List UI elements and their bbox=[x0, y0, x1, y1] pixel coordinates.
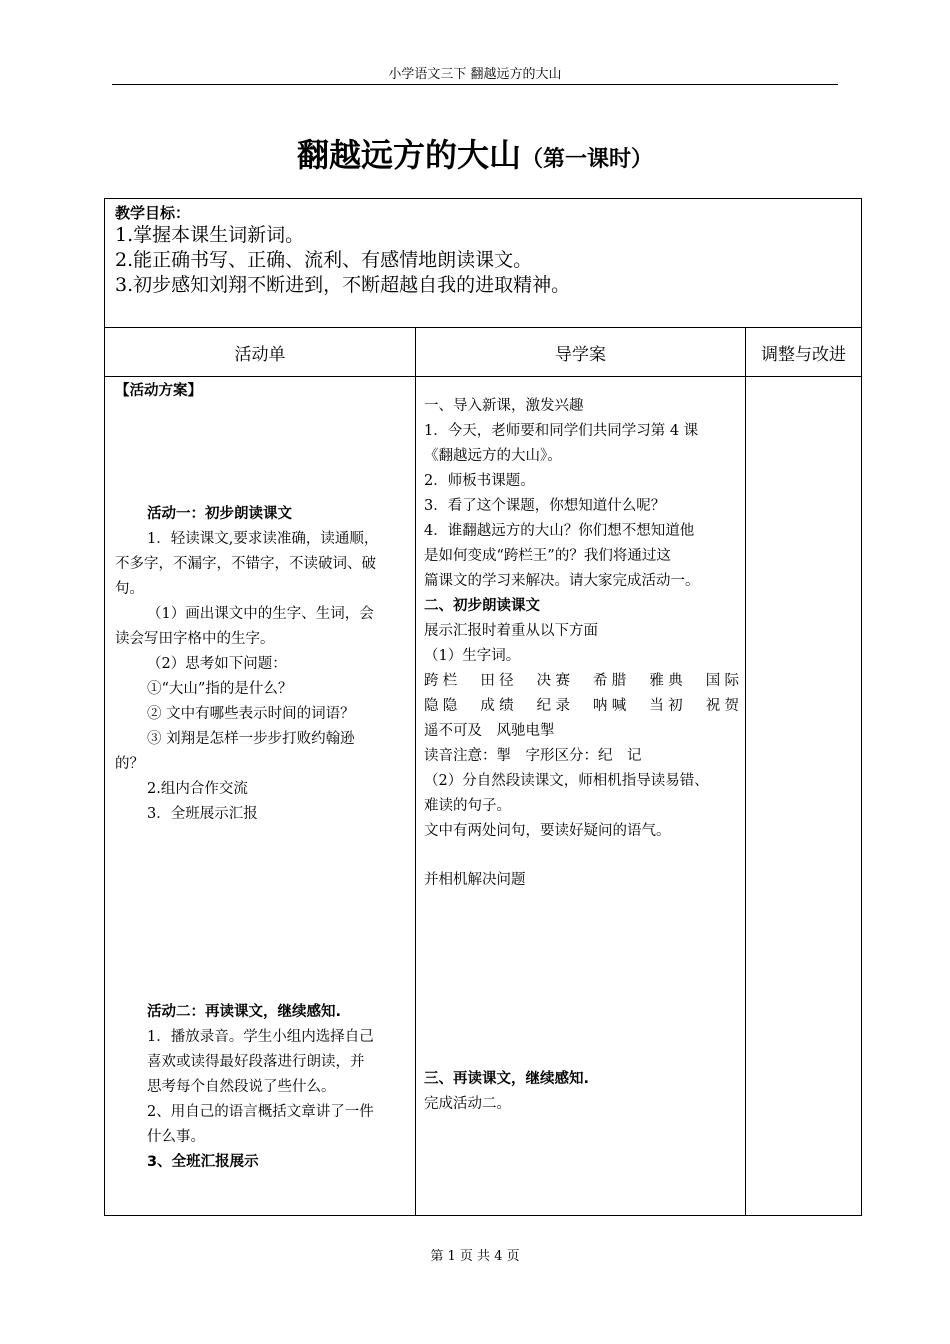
goals-label: 教学目标： bbox=[115, 204, 191, 222]
column-header-adjust: 调整与改进 bbox=[746, 328, 862, 377]
guide-line: （1）生字词。 bbox=[424, 648, 521, 664]
activity1-line: 句。 bbox=[115, 581, 144, 597]
guide-line: 文中有两处问句，要读好疑问的语气。 bbox=[424, 823, 671, 839]
guide-line: 读音注意：掣 字形区分：纪 记 bbox=[424, 748, 642, 764]
activity1-line: 不多字，不漏字，不错字，不读破词、破 bbox=[115, 556, 376, 572]
guide-line: 一、导入新课，激发兴趣 bbox=[424, 398, 584, 414]
guide-line: 难读的句子。 bbox=[424, 798, 511, 814]
guide-line: 展示汇报时着重从以下方面 bbox=[424, 623, 598, 639]
activity2-line: 思考每个自然段说了些什么。 bbox=[147, 1079, 336, 1095]
vocab-line: 跨栏 田径 决赛 希腊 雅典 国际 bbox=[424, 673, 739, 689]
title-sub: （第一课时） bbox=[521, 147, 654, 172]
lesson-table bbox=[104, 198, 862, 1216]
guide-line: 是如何变成“跨栏王”的？我们将通过这 bbox=[424, 548, 671, 564]
goal-item: 3.初步感知刘翔不断进到，不断超越自我的进取精神。 bbox=[115, 274, 571, 296]
teaching-goals bbox=[105, 199, 862, 328]
activity1-line: 的？ bbox=[115, 756, 144, 772]
activity-cell bbox=[105, 377, 416, 1216]
activity2-line: 喜欢或读得最好段落进行朗读，并 bbox=[147, 1054, 365, 1070]
activity1-title: 活动一：初步朗读课文 bbox=[147, 506, 292, 522]
page-footer: 第 1 页 共 4 页 bbox=[430, 1249, 520, 1264]
activity1-line: 1．轻读课文,要求读准确，读通顺， bbox=[147, 531, 379, 547]
guide-line: 篇课文的学习来解决。请大家完成活动一。 bbox=[424, 573, 700, 589]
activity2-line: 什么事。 bbox=[147, 1129, 205, 1145]
activity2-line: 2、用自己的语言概括文章讲了一件 bbox=[147, 1104, 374, 1120]
activity1-line: （2）思考如下问题： bbox=[147, 656, 287, 672]
adjust-cell bbox=[746, 377, 862, 1216]
column-header-activity: 活动单 bbox=[105, 328, 416, 377]
title-main: 翻越远方的大山 bbox=[296, 136, 521, 174]
activity1-line: 2.组内合作交流 bbox=[147, 781, 248, 797]
goal-item: 1.掌握本课生词新词。 bbox=[115, 224, 305, 246]
header-rule bbox=[112, 84, 838, 85]
page-title bbox=[0, 130, 950, 176]
column-header-guide: 导学案 bbox=[416, 328, 746, 377]
guide-cell bbox=[416, 377, 746, 1216]
guide-section-title: 三、再读课文，继续感知. bbox=[424, 1071, 590, 1087]
guide-line: 《翻越远方的大山》。 bbox=[424, 448, 562, 464]
activity1-line: 读会写田字格中的生字。 bbox=[115, 631, 275, 647]
activity2-line: 3、全班汇报展示 bbox=[147, 1154, 259, 1170]
guide-line: （2）分自然段读课文，师相机指导读易错、 bbox=[424, 773, 709, 789]
guide-line: 1．今天，老师要和同学们共同学习第 4 课 bbox=[424, 423, 699, 439]
activity1-line: ①“大山”指的是什么？ bbox=[147, 681, 293, 697]
guide-line: 完成活动二。 bbox=[424, 1096, 511, 1112]
vocab-line: 隐隐 成绩 纪录 呐喊 当初 祝贺 bbox=[424, 698, 739, 714]
guide-line: 4．谁翻越远方的大山？你们想不想知道他 bbox=[424, 523, 695, 539]
activity2-line: 1．播放录音。学生小组内选择自己 bbox=[147, 1029, 374, 1045]
goal-item: 2.能正确书写、正确、流利、有感情地朗读课文。 bbox=[115, 249, 533, 271]
guide-line: 3．看了这个课题，你想知道什么呢？ bbox=[424, 498, 666, 514]
activity1-line: 3．全班展示汇报 bbox=[147, 806, 258, 822]
guide-line: 2．师板书课题。 bbox=[424, 473, 535, 489]
guide-line: 并相机解决问题 bbox=[424, 872, 526, 888]
activity1-line: （1）画出课文中的生字、生词，会 bbox=[147, 606, 374, 622]
activity1-line: ② 文中有哪些表示时间的词语？ bbox=[147, 706, 355, 722]
running-header: 小学语文三下 翻越远方的大山 bbox=[388, 67, 562, 82]
vocab-line: 遥不可及 风驰电掣 bbox=[424, 723, 555, 739]
activity-plan-label: 【活动方案】 bbox=[115, 383, 202, 399]
guide-section-title: 二、初步朗读课文 bbox=[424, 598, 540, 614]
activity1-line: ③ 刘翔是怎样一步步打败约翰逊 bbox=[147, 731, 355, 747]
activity2-title: 活动二：再读课文，继续感知. bbox=[147, 1004, 342, 1020]
